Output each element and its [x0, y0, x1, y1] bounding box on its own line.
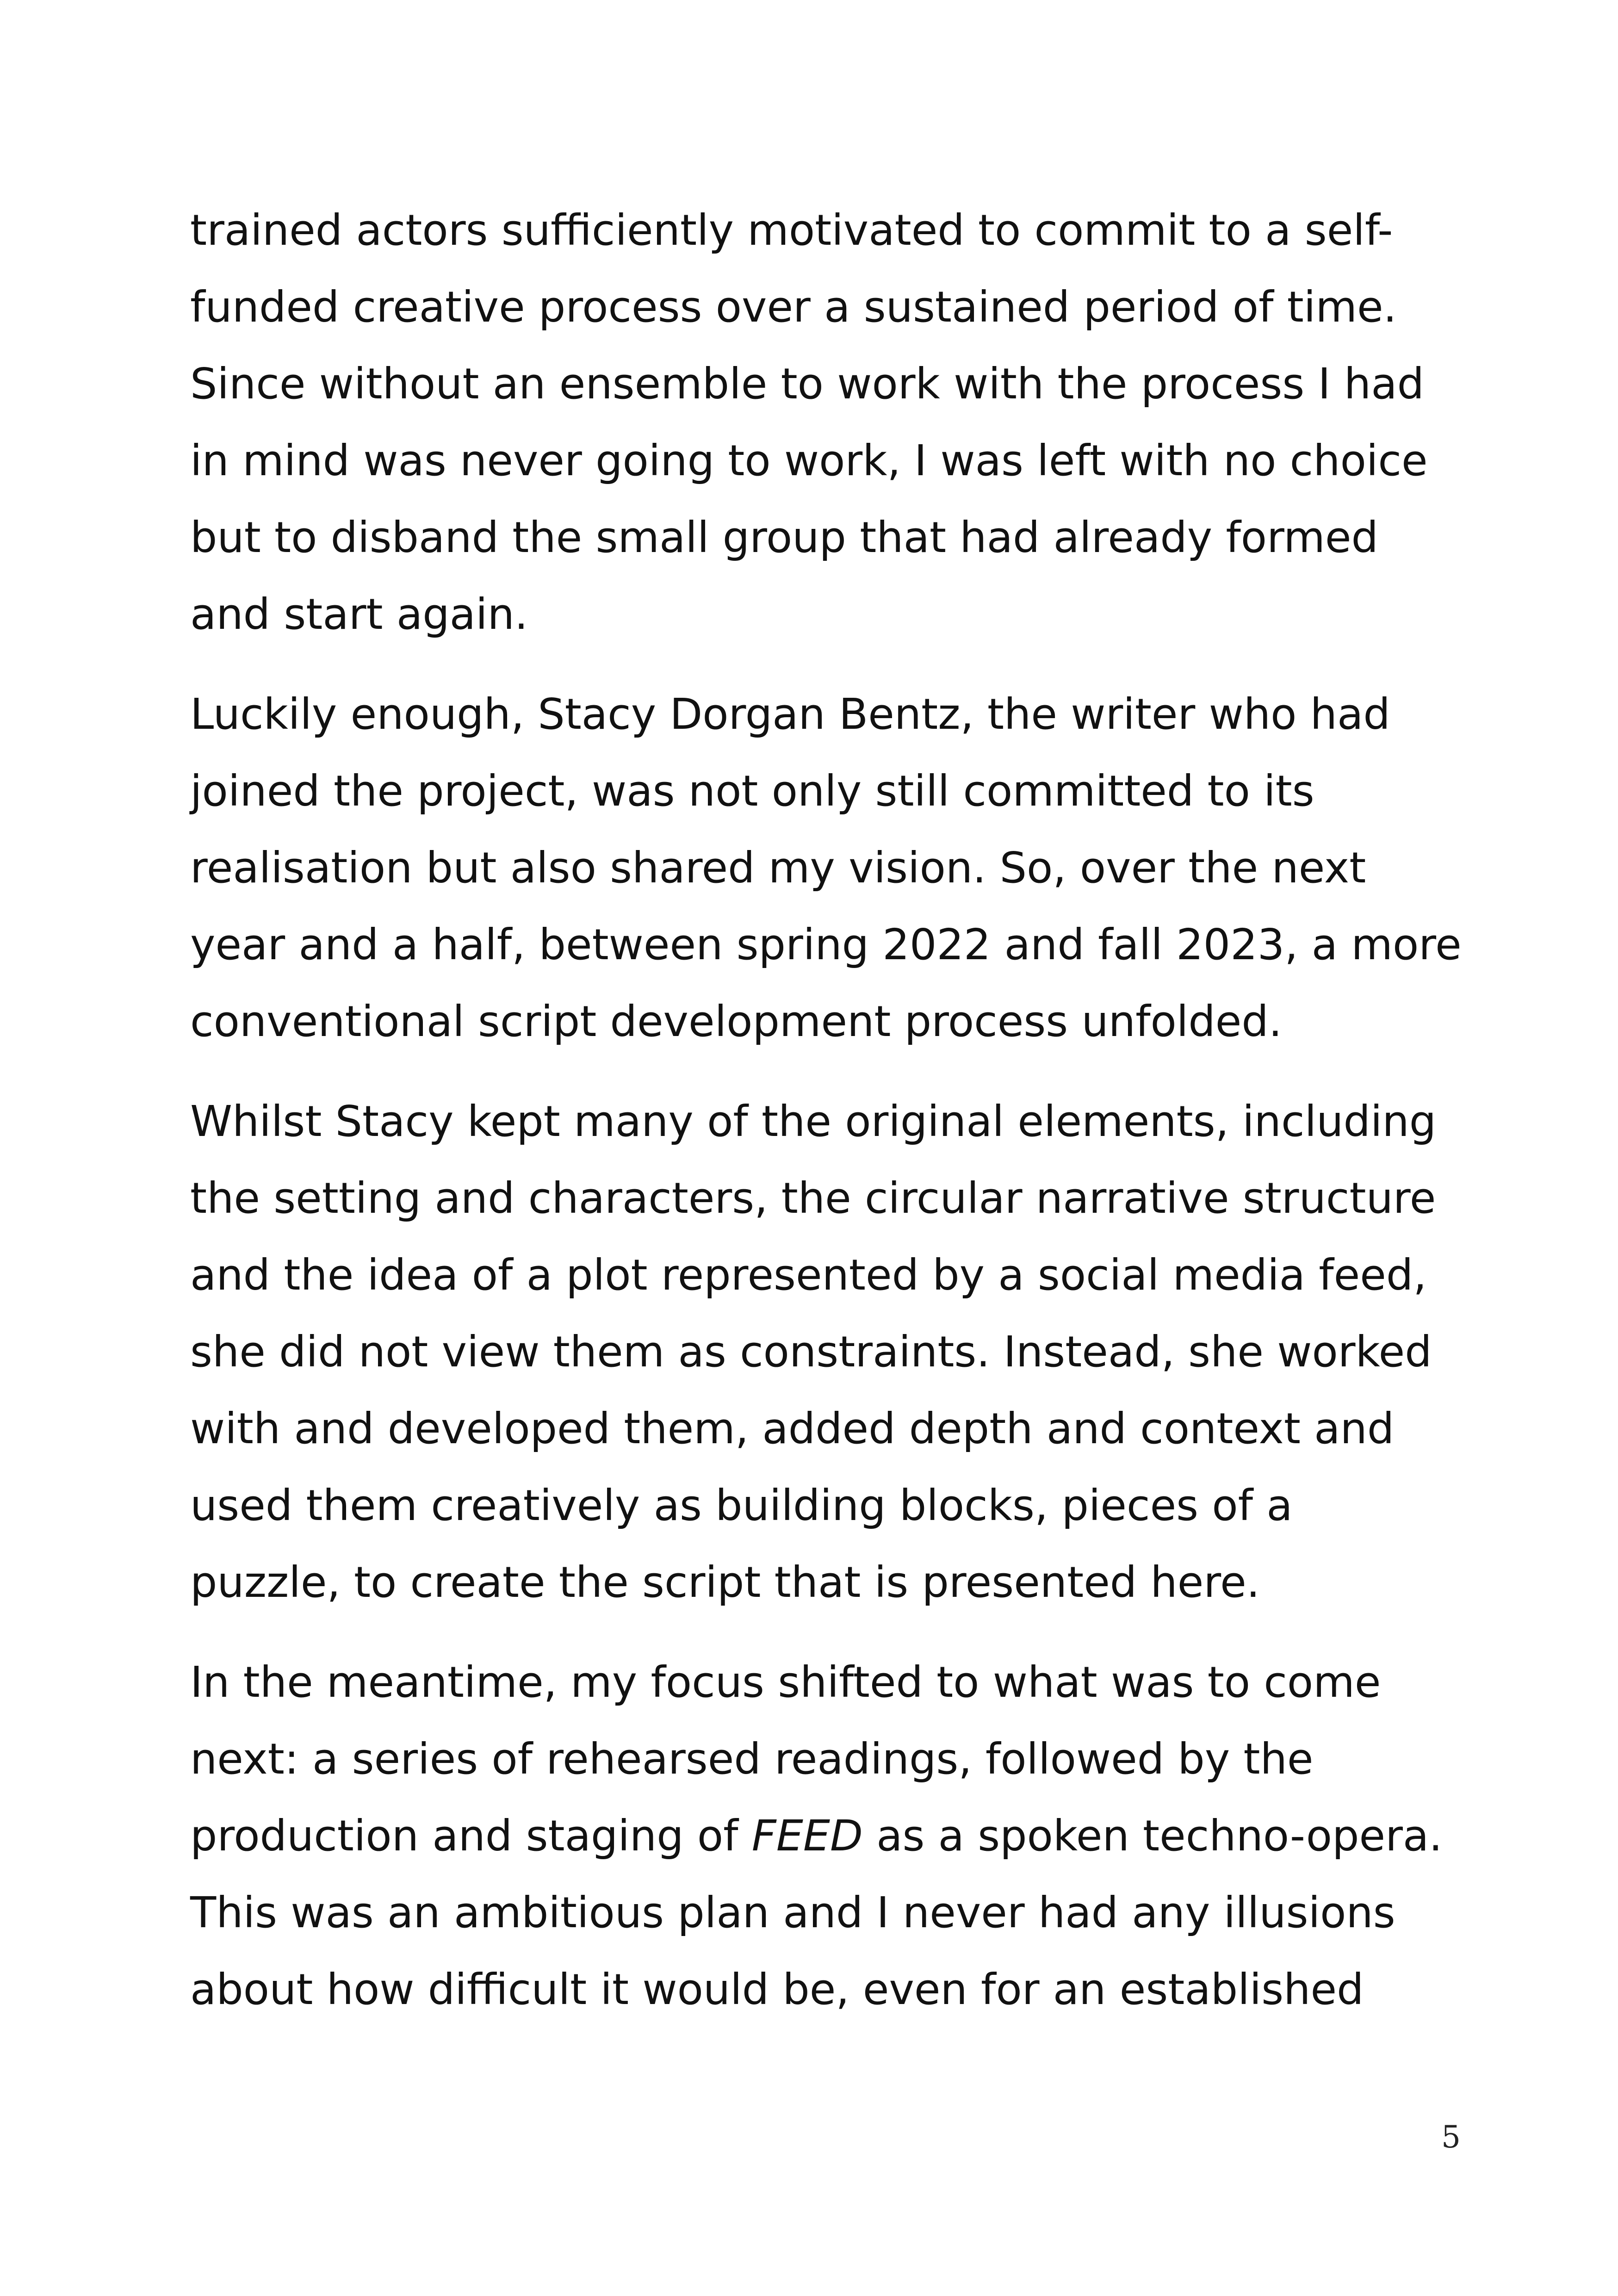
- work-title: FEED: [751, 1811, 863, 1861]
- text-line: about how difficult it would be, even for an established: [190, 1965, 1364, 2014]
- text-line: she did not view them as constraints. Instead, she worked: [190, 1327, 1432, 1377]
- text-line-with-title: [190, 1798, 1467, 1874]
- text-line: joined the project, was not only still committed to its: [190, 766, 1314, 816]
- text-line: realisation but also shared my vision. So, over the next: [190, 843, 1366, 893]
- text-line: next: a series of rehearsed readings, followed by the: [190, 1734, 1314, 1784]
- text-line: This was an ambitious plan and I never had any illusions: [190, 1888, 1395, 1937]
- text-line: Whilst Stacy kept many of the original elements, including: [190, 1097, 1437, 1146]
- paragraph-2: [190, 676, 1467, 1060]
- text-line: the setting and characters, the circular narrative structure: [190, 1173, 1436, 1223]
- text-line: puzzle, to create the script that is presented here.: [190, 1558, 1260, 1607]
- text-line: used them creatively as building blocks, pieces of a: [190, 1481, 1293, 1530]
- text-line: in mind was never going to work, I was left with no choice: [190, 436, 1428, 485]
- text-line: funded creative process over a sustained period of time.: [190, 282, 1397, 332]
- text-line: conventional script development process unfolded.: [190, 997, 1282, 1046]
- text-line: and start again.: [190, 590, 528, 639]
- text-line: In the meantime, my focus shifted to what was to come: [190, 1657, 1381, 1707]
- text-line: trained actors sufficiently motivated to commit to a self-: [190, 205, 1393, 255]
- paragraph-4: [190, 1644, 1467, 2028]
- paragraph-3: [190, 1083, 1467, 1621]
- text-line: Luckily enough, Stacy Dorgan Bentz, the writer who had: [190, 689, 1390, 739]
- text-line: Since without an ensemble to work with the process I had: [190, 359, 1424, 409]
- text-line: and the idea of a plot represented by a social media feed,: [190, 1250, 1427, 1300]
- text-segment: as a spoken techno-opera.: [862, 1811, 1443, 1861]
- text-line: year and a half, between spring 2022 and fall 2023, a more: [190, 920, 1462, 969]
- paragraph-1: [190, 192, 1467, 653]
- text-segment: production and staging of: [190, 1811, 752, 1861]
- text-line: but to disband the small group that had already formed: [190, 513, 1378, 562]
- page-number: 5: [1441, 2119, 1461, 2155]
- body-text: [190, 192, 1467, 2051]
- text-line: with and developed them, added depth and context and: [190, 1404, 1395, 1453]
